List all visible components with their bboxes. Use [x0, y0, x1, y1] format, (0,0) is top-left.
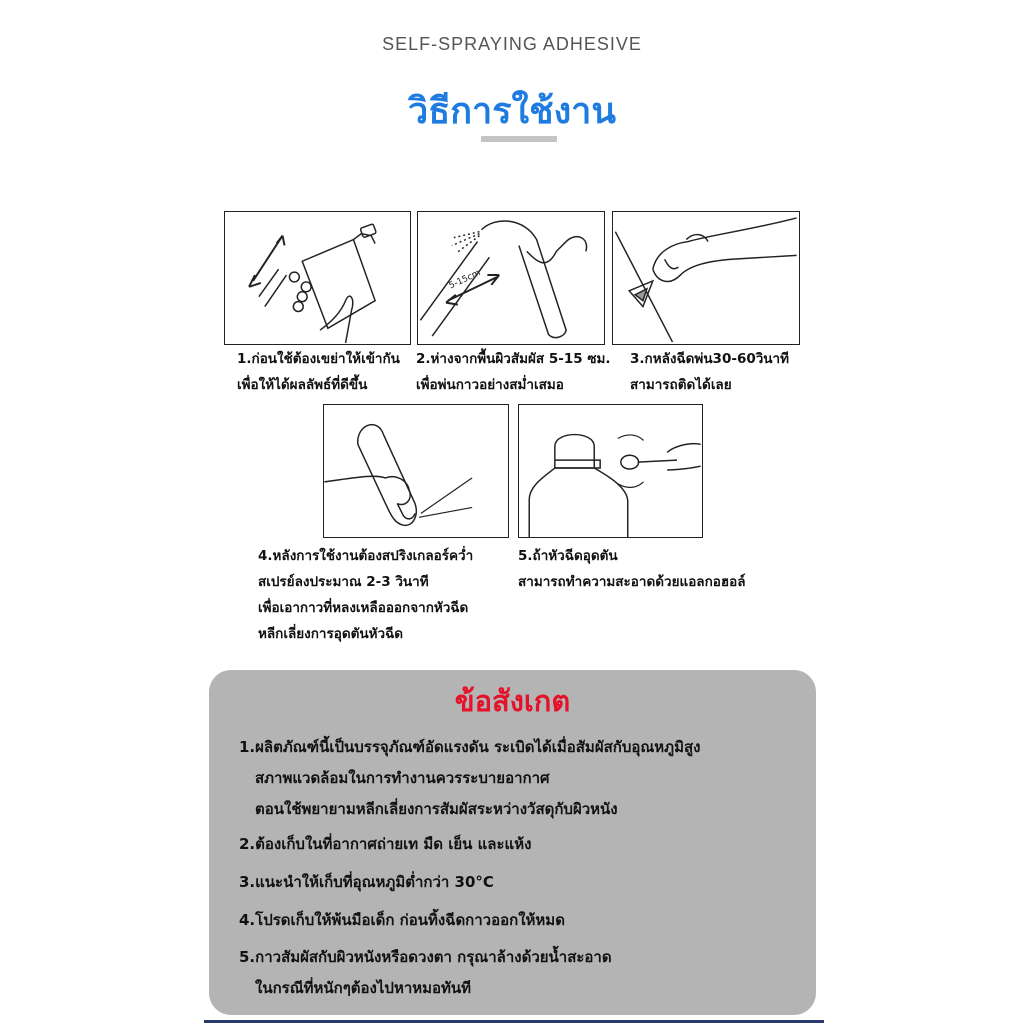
- step-4-illustration: [323, 404, 509, 538]
- spray-distance-icon: [418, 212, 604, 344]
- page-subtitle: SELF-SPRAYING ADHESIVE: [382, 34, 642, 54]
- distance-label: 5-15cm: [447, 268, 483, 292]
- touch-test-icon: [613, 212, 799, 344]
- step-3-illustration: [612, 211, 800, 345]
- step-2-caption: 2.ห่างจากพื้นผิวสัมผัส 5-15 ซม. เพื่อพ่นกาวอย่างสม่ำเสมอ: [416, 351, 611, 393]
- clean-nozzle-icon: [519, 405, 702, 537]
- notes-box: [209, 670, 816, 1015]
- step-2-illustration: [417, 211, 605, 345]
- title-underline: [481, 136, 557, 142]
- step-3-caption: 3.กหลังฉีดพ่น30-60วินาที สามารถติดได้เลย: [630, 351, 790, 393]
- note-item-5: 5.กาวสัมผัสกับผิวหนังหรือดวงตา กรุณาล้างด้วยน้ำสะอาด ในกรณีที่หนักๆต้องไปหาหมอทันที: [239, 948, 612, 997]
- note-item-3: 3.แนะนำให้เก็บที่อุณหภูมิต่ำกว่า 30°C: [239, 873, 494, 891]
- step-5-illustration: [518, 404, 703, 538]
- step-1-caption: 1.ก่อนใช้ต้องเขย่าให้เข้ากัน เพื่อให้ได้ผลลัพธ์ที่ดีขึ้น: [237, 351, 400, 393]
- note-item-4: 4.โปรดเก็บให้พ้นมือเด็ก ก่อนทิ้งฉีดกาวออกให้หมด: [239, 911, 565, 929]
- shake-can-icon: [225, 212, 410, 344]
- notes-title: ข้อสังเกต: [454, 684, 571, 718]
- invert-spray-icon: [324, 405, 508, 537]
- step-4-caption: 4.หลังการใช้งานต้องสปริงเกลอร์คว่ำ สเปรย์ลงประมาณ 2-3 วินาที เพื่อเอากาวที่หลงเหลือออกจากหัวฉีด หลีกเลี่ยงการอุดตันหัวฉีด: [258, 548, 474, 642]
- bottom-divider: [204, 1020, 824, 1023]
- page-title: วิธีการใช้งาน: [408, 91, 616, 132]
- step-5-caption: 5.ถ้าหัวฉีดอุดตัน สามารถทำความสะอาดด้วยแอลกอฮอล์: [518, 548, 746, 590]
- note-item-1: 1.ผลิตภัณฑ์นี้เป็นบรรจุภัณฑ์อัดแรงดัน ระเบิดได้เมื่อสัมผัสกับอุณหภูมิสูง สภาพแวดล้อมในการทำงานควรระบายอากาศ ตอนใช้พยายามหลีกเลี่ยงการสัมผัสระหว่างวัสดุกับผิวหนัง: [239, 738, 701, 818]
- note-item-2: 2.ต้องเก็บในที่อากาศถ่ายเท มืด เย็น และแห้ง: [239, 835, 532, 853]
- step-1-illustration: [224, 211, 411, 345]
